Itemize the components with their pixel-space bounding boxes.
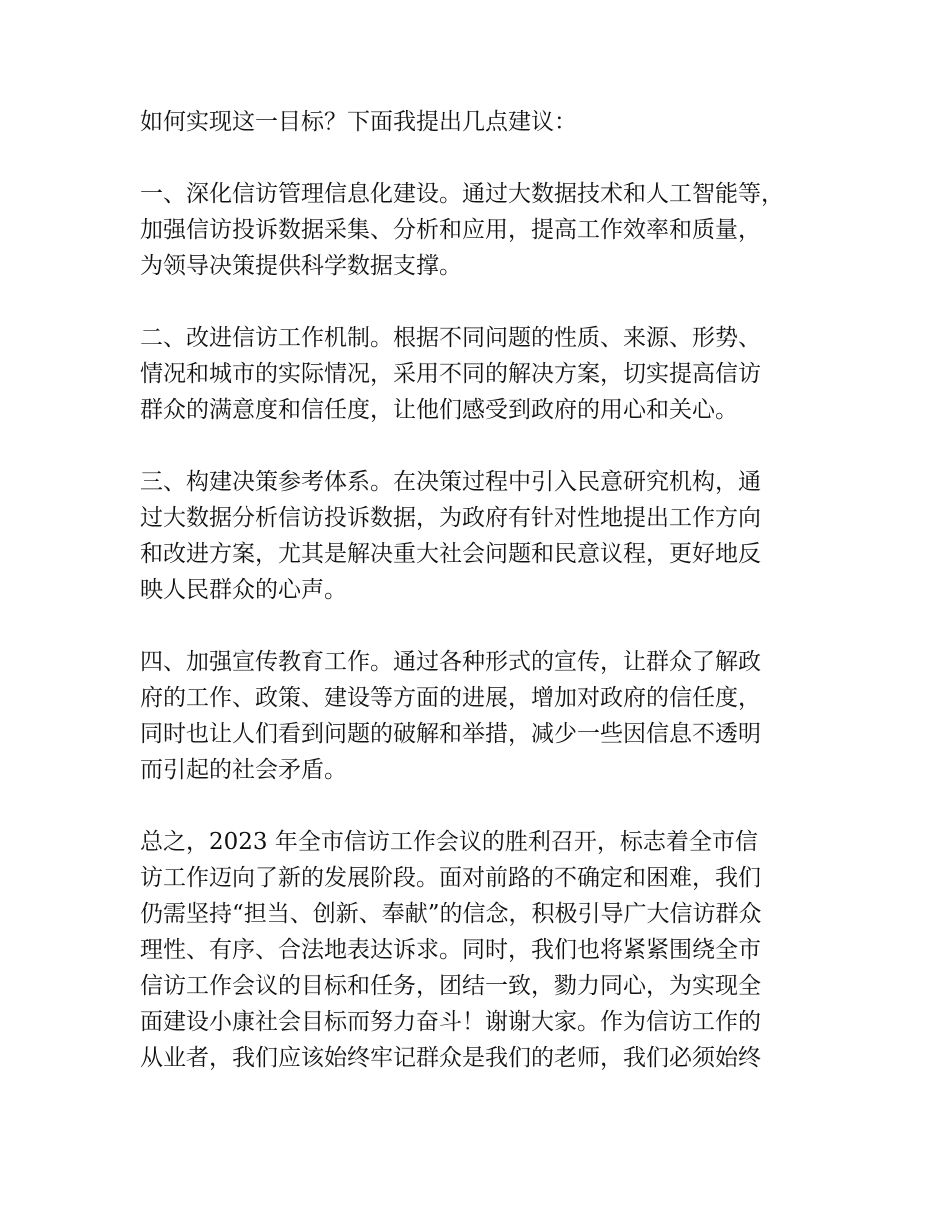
text-line: 二、改进信访工作机制。根据不同问题的性质、来源、形势、 [140, 325, 761, 351]
text-line: 和改进方案，尤其是解决重大社会问题和民意议程，更好地反 [140, 541, 761, 567]
text-line: 映人民群众的心声。 [140, 577, 347, 603]
text-line: 三、构建决策参考体系。在决策过程中引入民意研究机构，通 [140, 469, 761, 495]
text-line: 从业者，我们应该始终牢记群众是我们的老师，我们必须始终 [140, 1045, 761, 1071]
text-line: 访工作迈向了新的发展阶段。面对前路的不确定和困难，我们 [140, 865, 761, 891]
text-line: 而引起的社会矛盾。 [140, 757, 347, 783]
paragraph-suggestion-4 [140, 644, 830, 788]
text-line: 为领导决策提供科学数据支撑。 [140, 253, 462, 279]
text-line: 四、加强宣传教育工作。通过各种形式的宣传，让群众了解政 [140, 649, 761, 675]
text-line: 仍需坚持“担当、创新、奉献”的信念，积极引导广大信访群众 [140, 901, 762, 927]
paragraph-suggestion-1 [140, 176, 830, 284]
paragraph-conclusion [140, 824, 830, 1076]
text-line: 过大数据分析信访投诉数据，为政府有针对性地提出工作方向 [140, 505, 761, 531]
paragraph-suggestion-3 [140, 464, 830, 608]
text-line: 同时也让人们看到问题的破解和举措，减少一些因信息不透明 [140, 721, 761, 747]
paragraph-intro [140, 104, 830, 140]
text-line: 信访工作会议的目标和任务，团结一致，勠力同心，为实现全 [140, 973, 761, 999]
text-line: 面建设小康社会目标而努力奋斗！谢谢大家。作为信访工作的 [140, 1009, 761, 1035]
text-line: 理性、有序、合法地表达诉求。同时，我们也将紧紧围绕全市 [140, 937, 761, 963]
text-line: 府的工作、政策、建设等方面的进展，增加对政府的信任度， [140, 685, 761, 711]
document-body [140, 104, 830, 1112]
text-line: 总之，2023 年全市信访工作会议的胜利召开，标志着全市信 [140, 829, 758, 855]
paragraph-suggestion-2 [140, 320, 830, 428]
text-line: 群众的满意度和信任度，让他们感受到政府的用心和关心。 [140, 397, 738, 423]
text-line: 情况和城市的实际情况，采用不同的解决方案，切实提高信访 [140, 361, 761, 387]
text-line: 加强信访投诉数据采集、分析和应用，提高工作效率和质量， [140, 217, 761, 243]
text-line: 一、深化信访管理信息化建设。通过大数据技术和人工智能等， [140, 181, 784, 207]
text-line: 如何实现这一目标？下面我提出几点建议： [140, 109, 577, 135]
